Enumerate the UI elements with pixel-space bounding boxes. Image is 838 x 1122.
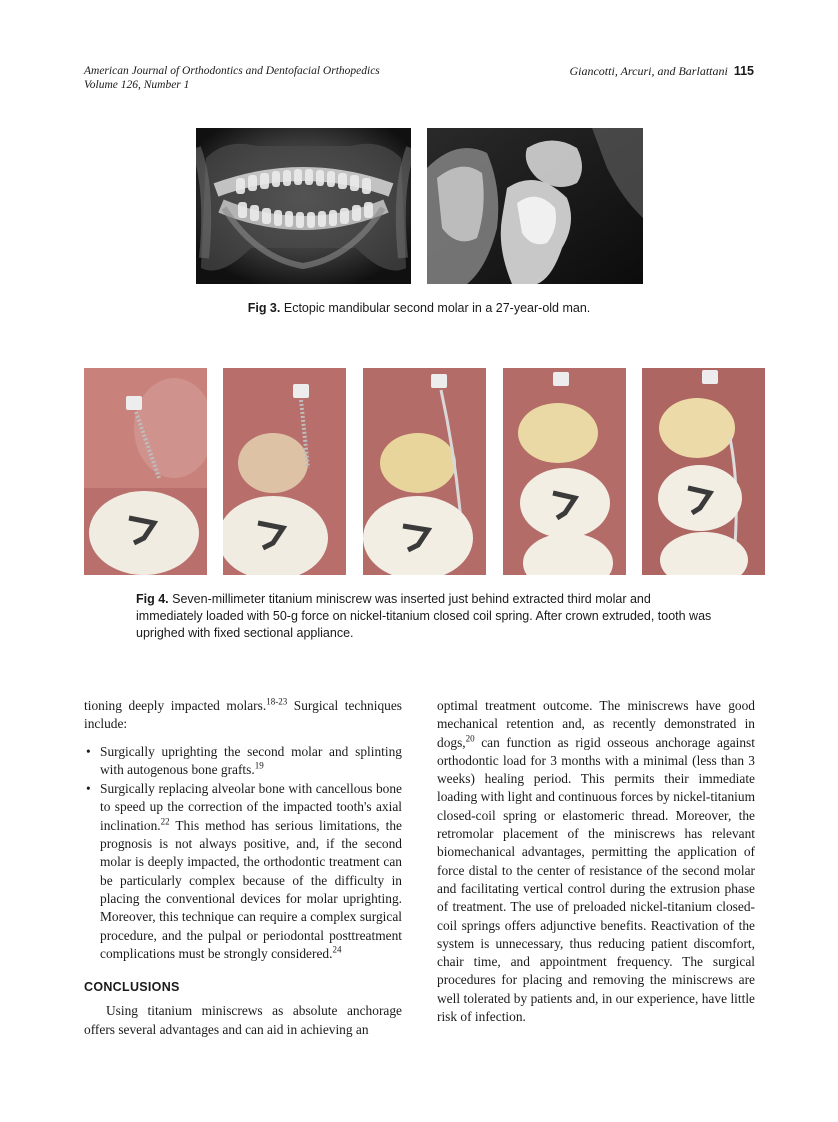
paragraph-continued: optimal treatment outcome. The miniscrews have good mechanical retention and, as recently demonstrated in dogs,$^{20}$ can function as rigid osseous anchorage against orthodontic load for 3 months with a minimal (less than 3 weeks) healing period. This permits their immediate loading with light and continuous forces by nickel-titanium closed-coil spring or elastomeric thread. Moreover, the retromolar placement of the miniscrews has relevant biomechanical advantages, permitting the application of force distal to the center of resistance of the second molar and facilitating vertical control during the extrusion phase of treatment. The use of preloaded nickel-titanium closed-coil springs offers adjunctive benefits. Reactivation of the system is unnecessary, thus reducing patient discomfort, chair time, and appointment frequency. The surgical procedures for placing and removing the miniscrews are well tolerated by patients and, in our experience, have little risk of infection.	[437, 698, 755, 1025]
paragraph-intro: tioning deeply impacted molars.$^{18-23}$ Surgical techniques include:	[84, 696, 402, 732]
fig3-label: Fig 3.	[247, 301, 281, 315]
page-number: 115	[733, 64, 754, 78]
section-heading-conclusions: CONCLUSIONS	[84, 980, 180, 995]
techniques-list	[84, 743, 402, 964]
clinical-photo-image-2	[223, 368, 346, 575]
fig3-periapical-radiograph	[427, 128, 643, 284]
fig3-caption	[0, 300, 838, 317]
body-column-left	[84, 697, 402, 1039]
clinical-photo-image-4	[503, 368, 626, 575]
periapical-xray-image	[427, 128, 643, 284]
paragraph-conclusions: Using titanium miniscrews as absolute anchorage offers several advantages and can aid in achieving an	[84, 1003, 402, 1037]
journal-volume: Volume 126, Number 1	[84, 79, 190, 91]
body-column-right	[437, 697, 755, 1026]
fig4-label: Fig 4.	[136, 592, 169, 606]
running-header-journal	[84, 64, 380, 92]
fig4-photo-1	[84, 368, 207, 575]
list-item: • Surgically uprighting the second molar and splinting with autogenous bone grafts.$^{19}$	[86, 743, 402, 777]
journal-title: American Journal of Orthodontics and Dentofacial Orthopedics	[84, 65, 380, 77]
clinical-photo-image-1	[84, 368, 207, 575]
fig4-caption-text: Seven-millimeter titanium miniscrew was inserted just behind extracted third molar and immediately loaded with 50-g force on nickel-titanium closed coil spring. After crown extruded, tooth was uprighed with fixed sectional appliance.	[136, 592, 712, 640]
fig4-photo-5	[642, 368, 765, 575]
panoramic-xray-image	[196, 128, 411, 284]
fig3-panoramic-radiograph	[196, 128, 411, 284]
fig4-caption	[136, 591, 716, 642]
clinical-photo-image-3	[363, 368, 486, 575]
fig4-photo-3	[363, 368, 486, 575]
running-header-authors	[569, 64, 754, 79]
authors: Giancotti, Arcuri, and Barlattani	[569, 64, 728, 78]
list-item: • Surgically replacing alveolar bone with cancellous bone to speed up the correction of the impacted tooth's axial inclination.$^{22}$ This method has serious limitations, the prognosis is not always positive, and, if the second molar is deeply impacted, the orthodontic treatment can be particularly complex because of the difficulty in placing the conventional devices for molar uprighting. Moreover, this technique can require a complex surgical procedure, and the pulpal or periodontal posttreatment complications must be strongly considered.$^{24}$	[86, 781, 402, 961]
fig3-caption-text: Ectopic mandibular second molar in a 27-year-old man.	[283, 301, 591, 315]
fig4-photo-2	[223, 368, 346, 575]
clinical-photo-image-5	[642, 368, 765, 575]
fig4-photo-4	[503, 368, 626, 575]
